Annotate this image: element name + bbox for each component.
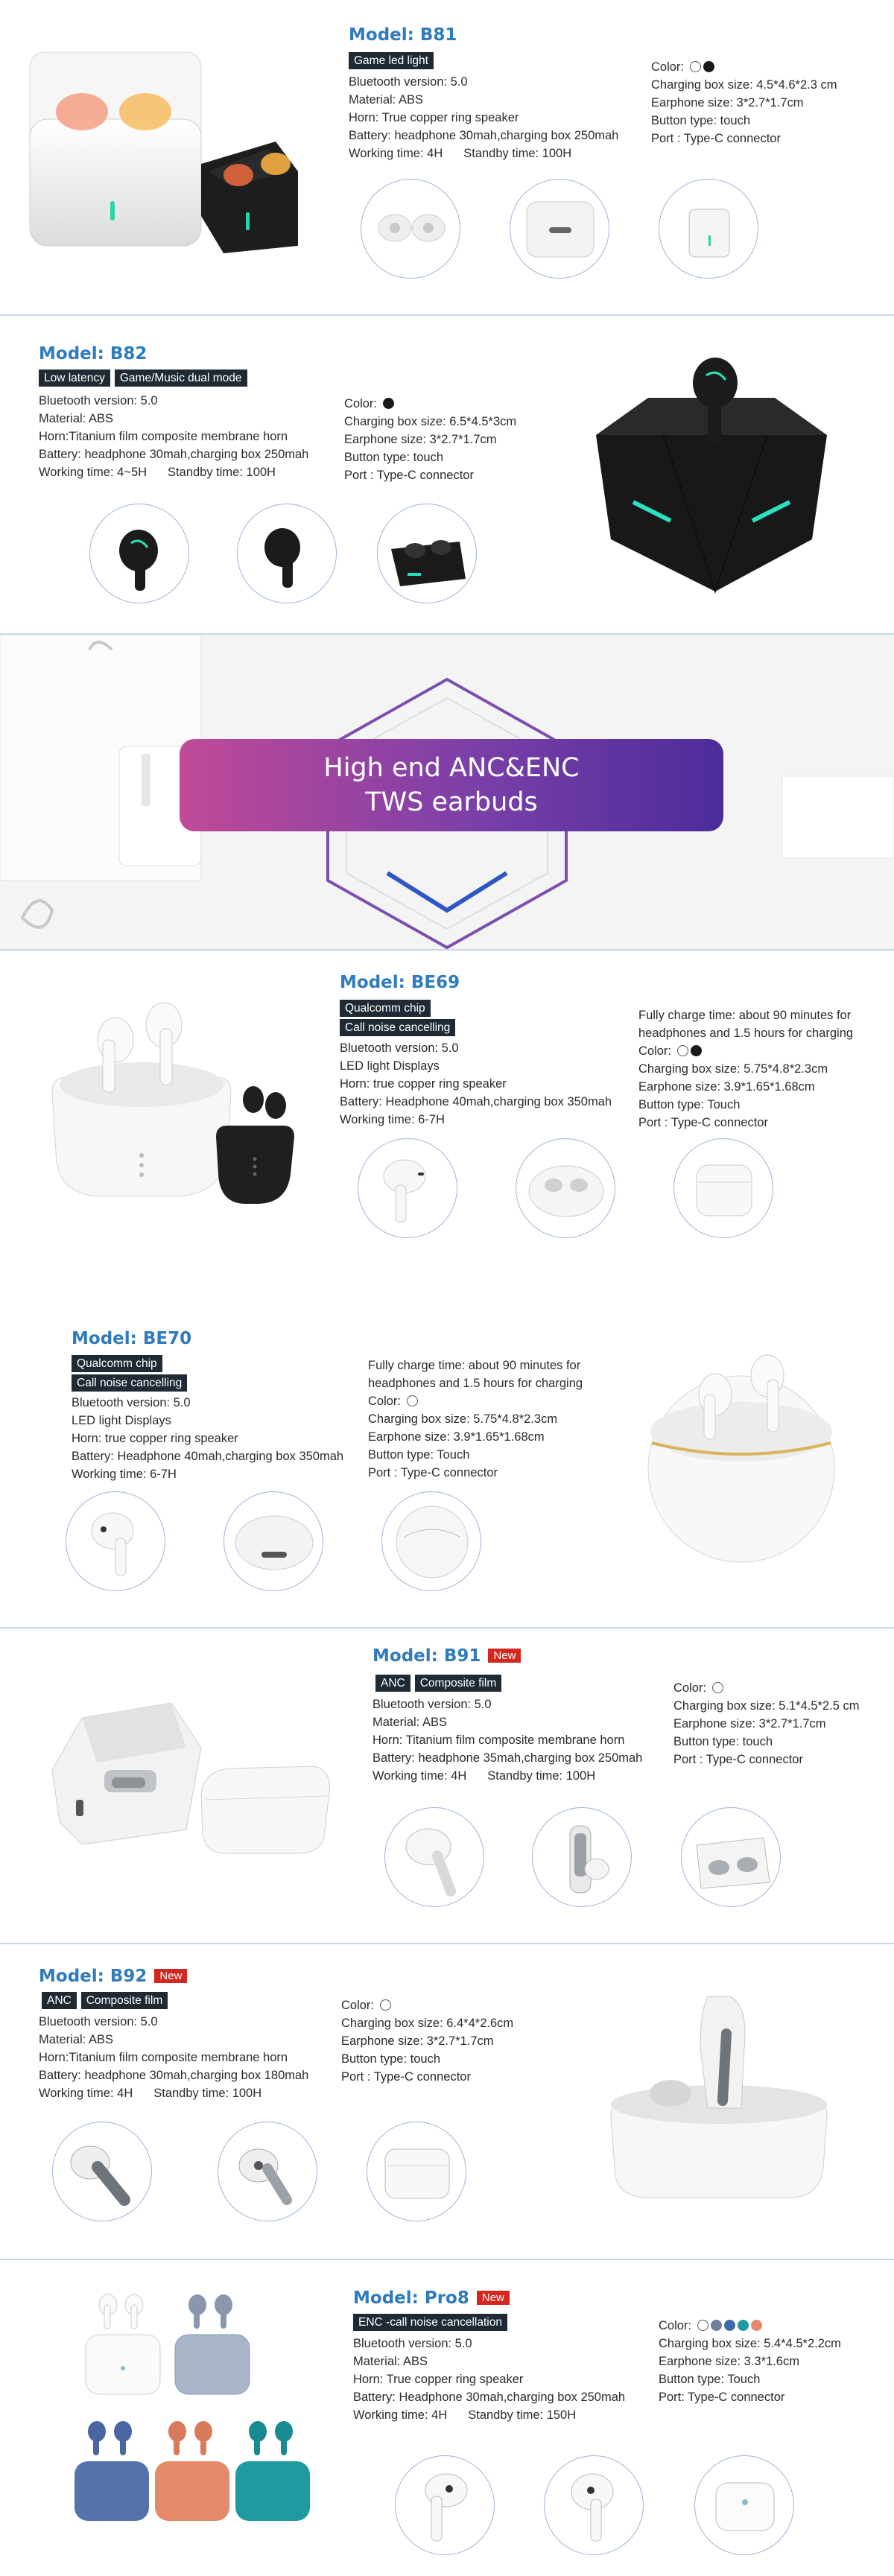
be70-color-label: Color: (368, 1395, 402, 1408)
b91-badges (375, 1675, 506, 1694)
b81-spec-bluetooth: Bluetooth version: 5.0 (349, 75, 468, 89)
b82-model-title (39, 344, 147, 364)
b92-detail-case (367, 2122, 466, 2221)
b92-earphone-size: Earphone size: 3*2.7*1.7cm (341, 2034, 494, 2048)
section-b92 (0, 1944, 894, 2260)
b82-detail-open-case (377, 504, 477, 603)
b91-charging-box-size: Charging box size: 5.1*4.5*2.5 cm (673, 1699, 860, 1713)
b91-product-image (37, 1688, 335, 1859)
b91-working-time: Working time: 4H (372, 1769, 467, 1783)
be69-model-title (340, 973, 460, 992)
section-b82 (0, 316, 894, 635)
be69-color-label: Color: (638, 1044, 672, 1058)
b82-color-row (344, 395, 516, 413)
b92-color-label: Color: (341, 1999, 375, 2012)
be69-detail-case (673, 1138, 773, 1238)
b91-detail-earbud-side (532, 1807, 632, 1907)
pro8-badges (353, 2314, 512, 2333)
b91-model-text: Model: B91 (372, 1646, 481, 1666)
be70-spec-horn: Horn: true copper ring speaker (72, 1432, 238, 1445)
be70-charge-time-1: Fully charge time: about 90 minutes for (368, 1359, 581, 1372)
b81-charging-box-size: Charging box size: 4.5*4.6*2.3 cm (651, 78, 837, 92)
be69-detail-open-case (516, 1138, 615, 1238)
b91-spec-battery: Battery: headphone 35mah,charging box 250mah (372, 1751, 643, 1765)
pro8-badge-enc: ENC -call noise cancellation (353, 2314, 507, 2331)
b92-standby-time: Standby time: 100H (153, 2087, 262, 2100)
b92-button-type: Button type: touch (341, 2052, 441, 2066)
be69-spec-horn: Horn: true copper ring speaker (340, 1077, 507, 1091)
banner-title-line1: High end ANC&ENC (323, 753, 580, 783)
pro8-port: Port: Type-C connector (659, 2391, 785, 2404)
b91-button-type: Button type: touch (673, 1735, 773, 1748)
be69-product-image (37, 980, 320, 1219)
b82-swatch-black (383, 398, 394, 409)
b92-working-time: Working time: 4H (39, 2087, 133, 2100)
pro8-model-text: Model: Pro8 (353, 2288, 469, 2308)
b81-port: Port : Type-C connector (651, 132, 781, 145)
section-banner (0, 635, 894, 951)
b91-color-label: Color: (673, 1681, 707, 1695)
b82-working-time: Working time: 4~5H (39, 466, 148, 479)
b92-badge-composite: Composite film (81, 1992, 168, 2009)
pro8-new-badge: New (477, 2291, 510, 2305)
b91-spec-material: Material: ABS (372, 1716, 447, 1729)
b82-spec-time-row (39, 463, 308, 481)
be69-charging-box-size: Charging box size: 5.75*4.8*2.3cm (638, 1062, 828, 1076)
pro8-swatch-orange (751, 2320, 762, 2331)
b91-specs (372, 1695, 642, 1785)
b92-spec-bluetooth: Bluetooth version: 5.0 (39, 2015, 158, 2028)
b81-color-row (651, 58, 837, 76)
b82-spec-battery: Battery: headphone 30mah,charging box 250mah (39, 448, 309, 461)
be69-charge-time-1: Fully charge time: about 90 minutes for (638, 1009, 852, 1022)
be70-spec-working: Working time: 6-7H (72, 1468, 177, 1481)
pro8-model-title (353, 2288, 510, 2308)
b81-model-title (349, 25, 457, 45)
pro8-detail-case (694, 2455, 794, 2555)
pro8-charging-box-size: Charging box size: 5.4*4.5*2.2cm (659, 2337, 841, 2350)
b81-spec-battery: Battery: headphone 30mah,charging box 250mah (349, 129, 619, 142)
be70-detail-usb-port (224, 1491, 323, 1591)
b92-new-badge: New (154, 1969, 187, 1983)
section-b81 (0, 0, 894, 316)
b81-detail-usb-port (510, 179, 609, 279)
b81-swatch-black (703, 61, 714, 72)
be70-earphone-size: Earphone size: 3.9*1.65*1.68cm (368, 1430, 545, 1444)
b81-badges (349, 52, 438, 72)
b91-port: Port : Type-C connector (673, 1753, 803, 1766)
b92-spec-time-row (39, 2084, 308, 2102)
pro8-spec-battery: Battery: Headphone 30mah,charging box 250mah (353, 2391, 626, 2404)
be69-badge-qualcomm: Qualcomm chip (340, 1000, 431, 1017)
be70-port: Port : Type-C connector (368, 1466, 498, 1479)
section-b91 (0, 1628, 894, 1944)
b91-model-title (372, 1646, 521, 1666)
b91-spec-time-row (372, 1767, 642, 1785)
be69-model-text: Model: BE69 (340, 973, 460, 992)
pro8-spec-horn: Horn: True copper ring speaker (353, 2373, 524, 2386)
b91-standby-time: Standby time: 100H (487, 1769, 596, 1783)
be69-port: Port : Type-C connector (638, 1116, 768, 1129)
be69-spec-bluetooth: Bluetooth version: 5.0 (340, 1041, 459, 1055)
pro8-detail-earbud-1 (395, 2455, 495, 2555)
b81-spec-time-row (349, 145, 618, 162)
b92-specs (39, 2013, 308, 2102)
be70-detail-case-top (381, 1491, 481, 1591)
b81-working-time: Working time: 4H (349, 147, 443, 160)
pro8-working-time: Working time: 4H (353, 2408, 448, 2422)
b91-spec-horn: Horn: Titanium film composite membrane horn (372, 1733, 625, 1747)
b82-button-type: Button type: touch (344, 451, 444, 464)
b92-port: Port : Type-C connector (341, 2070, 471, 2084)
pro8-product-image (74, 2275, 313, 2551)
b81-standby-time: Standby time: 100H (463, 147, 572, 160)
b82-badge-low-latency: Low latency (39, 369, 110, 387)
b81-detail-open-case (659, 179, 758, 279)
be70-product-image (633, 1342, 849, 1566)
be70-badges (72, 1355, 191, 1394)
b91-earphone-size: Earphone size: 3*2.7*1.7cm (673, 1717, 826, 1730)
pro8-earphone-size: Earphone size: 3.3*1.6cm (659, 2355, 799, 2368)
b92-color-row (341, 1996, 513, 2014)
b81-spec-horn: Horn: True copper ring speaker (349, 111, 519, 124)
b82-model-text: Model: B82 (39, 344, 148, 364)
be70-model-text: Model: BE70 (72, 1329, 192, 1348)
b91-spec-bluetooth: Bluetooth version: 5.0 (372, 1698, 492, 1711)
b82-detail-earbud-2 (237, 504, 337, 603)
b92-spec-horn: Horn:Titanium film composite membrane horn (39, 2051, 288, 2064)
pro8-button-type: Button type: Touch (659, 2373, 761, 2386)
b91-color-row (673, 1679, 859, 1697)
be70-charging-box-size: Charging box size: 5.75*4.8*2.3cm (368, 1412, 558, 1426)
b81-color-label: Color: (651, 60, 685, 74)
be69-charge-time-2: headphones and 1.5 hours for charging (638, 1027, 854, 1040)
banner-title-line2: TWS earbuds (365, 787, 538, 817)
pro8-spec-material: Material: ABS (353, 2355, 428, 2368)
be69-specs (340, 1039, 612, 1129)
pro8-spec-time-row (353, 2406, 625, 2424)
b91-swatch-white (712, 1682, 723, 1693)
b92-model-text: Model: B92 (39, 1967, 148, 1986)
b82-detail-earbud-1 (89, 504, 189, 603)
pro8-color-row (659, 2317, 841, 2335)
pro8-standby-time: Standby time: 150H (468, 2408, 577, 2422)
b91-new-badge: New (488, 1649, 521, 1663)
b91-detail-earbud (384, 1807, 484, 1907)
b82-specs (39, 392, 308, 481)
b81-button-type: Button type: touch (651, 114, 751, 127)
b92-right-specs (341, 1996, 513, 2086)
be69-swatch-black (691, 1045, 702, 1056)
be70-specs (72, 1394, 343, 1483)
b92-model-title (39, 1967, 187, 1986)
be70-right-specs (368, 1357, 583, 1482)
b82-spec-horn: Horn:Titanium film composite membrane horn (39, 430, 288, 443)
pro8-specs (353, 2335, 625, 2424)
b82-spec-bluetooth: Bluetooth version: 5.0 (39, 394, 158, 407)
b81-model-text: Model: B81 (349, 25, 457, 45)
b81-specs (349, 73, 618, 162)
section-pro8 (0, 2260, 894, 2576)
b92-charging-box-size: Charging box size: 6.4*4*2.6cm (341, 2017, 514, 2030)
pro8-swatch-blue (724, 2320, 735, 2331)
section-be69 (0, 951, 894, 1256)
be69-badge-call-noise: Call noise cancelling (340, 1019, 455, 1036)
be69-button-type: Button type: Touch (638, 1098, 741, 1111)
b82-standby-time: Standby time: 100H (168, 466, 276, 479)
b82-right-specs (344, 395, 516, 484)
be69-swatch-white (677, 1045, 688, 1056)
be69-spec-battery: Battery: Headphone 40mah,charging box 350mah (340, 1095, 612, 1108)
b82-color-label: Color: (344, 397, 378, 410)
b92-product-image (596, 1989, 842, 2212)
b81-badge-game-led: Game led light (349, 52, 434, 69)
be69-spec-led: LED light Displays (340, 1059, 440, 1073)
b81-swatch-white (690, 61, 701, 72)
section-be70 (0, 1256, 894, 1628)
b81-earphone-size: Earphone size: 3*2.7*1.7cm (651, 96, 804, 110)
be69-right-specs (638, 1006, 853, 1132)
b82-badge-dual-mode: Game/Music dual mode (115, 369, 247, 387)
b82-earphone-size: Earphone size: 3*2.7*1.7cm (344, 433, 497, 446)
be70-color-row (368, 1392, 583, 1410)
b81-spec-material: Material: ABS (349, 93, 423, 107)
pro8-right-specs (659, 2317, 841, 2406)
b82-charging-box-size: Charging box size: 6.5*4.5*3cm (344, 415, 517, 428)
b82-product-image (589, 346, 834, 599)
be69-color-row (638, 1042, 853, 1060)
pro8-color-label: Color: (659, 2319, 692, 2332)
pro8-swatch-gray (711, 2320, 722, 2331)
be69-earphone-size: Earphone size: 3.9*1.65*1.68cm (638, 1080, 815, 1094)
be70-swatch-white (407, 1395, 418, 1406)
be70-badge-qualcomm: Qualcomm chip (72, 1355, 162, 1372)
b82-badges (39, 369, 252, 389)
b91-right-specs (673, 1679, 859, 1768)
b81-detail-earbud-pair (361, 179, 460, 279)
b91-detail-open-case (681, 1807, 781, 1907)
be70-badge-call-noise: Call noise cancelling (72, 1374, 187, 1392)
b92-spec-material: Material: ABS (39, 2033, 113, 2046)
be70-detail-earbud (66, 1491, 165, 1591)
be69-badges (340, 1000, 460, 1038)
be70-charge-time-2: headphones and 1.5 hours for charging (368, 1377, 583, 1390)
be70-model-title (72, 1329, 191, 1348)
b92-badge-anc: ANC (42, 1992, 77, 2009)
banner-pill (180, 739, 723, 831)
b82-spec-material: Material: ABS (39, 412, 113, 425)
be69-spec-working: Working time: 6-7H (340, 1113, 445, 1126)
b92-detail-earbud-2 (218, 2122, 317, 2221)
pro8-spec-bluetooth: Bluetooth version: 5.0 (353, 2337, 472, 2350)
pro8-swatch-white (697, 2320, 708, 2331)
b81-product-image (22, 22, 320, 268)
b82-port: Port : Type-C connector (344, 469, 474, 482)
b92-detail-earbud-1 (52, 2122, 152, 2221)
be69-detail-earbud (358, 1138, 457, 1238)
b92-spec-battery: Battery: headphone 30mah,charging box 180mah (39, 2069, 309, 2082)
be70-spec-led: LED light Displays (72, 1414, 171, 1427)
be70-button-type: Button type: Touch (368, 1448, 470, 1462)
b91-badge-composite: Composite film (415, 1675, 502, 1692)
be70-spec-battery: Battery: Headphone 40mah,charging box 350mah (72, 1450, 344, 1463)
b81-right-specs (651, 58, 837, 147)
pro8-detail-earbud-2 (544, 2455, 644, 2555)
b92-swatch-white (380, 1999, 391, 2011)
pro8-swatch-teal (738, 2320, 749, 2331)
be70-spec-bluetooth: Bluetooth version: 5.0 (72, 1396, 191, 1409)
b92-badges (42, 1992, 172, 2011)
b91-badge-anc: ANC (375, 1675, 410, 1692)
